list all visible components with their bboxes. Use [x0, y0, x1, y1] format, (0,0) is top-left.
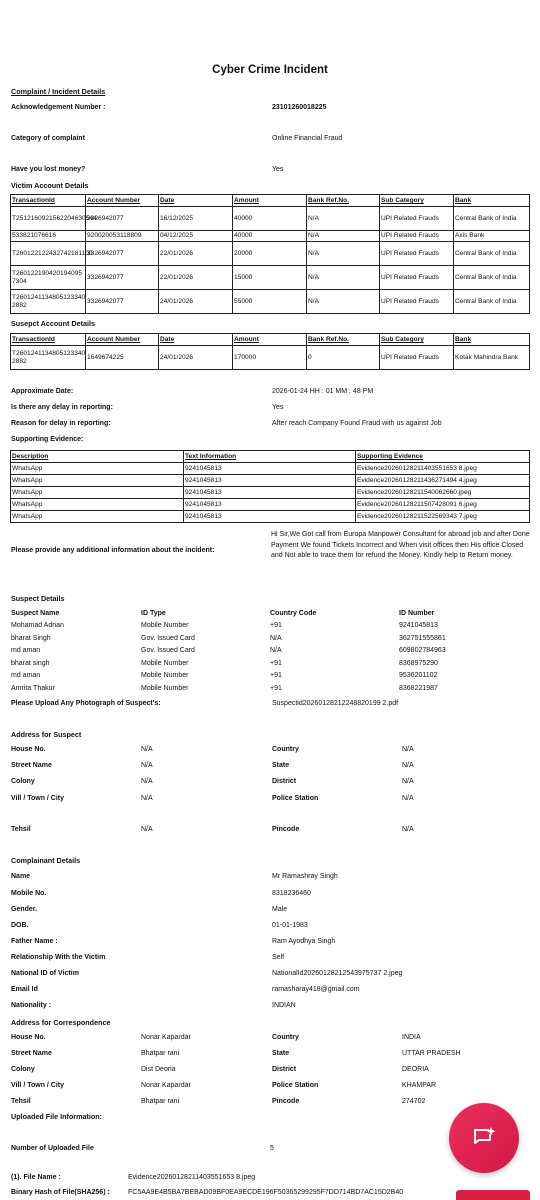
table-cell: Axis Bank	[454, 231, 530, 242]
table-cell: UPI Related Frauds	[380, 346, 454, 370]
column-header: ID Number	[399, 610, 435, 617]
field-label: Colony	[11, 1066, 35, 1073]
list-item-field: N/A	[270, 647, 282, 654]
column-header: TransactionId	[11, 195, 86, 207]
field-label: Police Station	[272, 795, 319, 802]
table-cell: N/A	[307, 266, 380, 290]
list-item-field: +91	[270, 622, 282, 629]
field-label: Name	[11, 873, 31, 880]
column-header: Date	[159, 334, 233, 346]
pincode-label: Pincode	[272, 826, 300, 833]
list-item-field: 362751555861	[399, 634, 446, 642]
list-item-field: +91	[270, 684, 282, 692]
table-cell: Evidence20260128211540062660.jpeg	[356, 487, 530, 499]
table-header-row	[11, 451, 530, 463]
table-cell: Kotak Mahindra Bank	[454, 346, 530, 370]
table-cell: 9241045813	[184, 475, 356, 487]
uploaded-count-value: 5	[270, 1145, 274, 1152]
list-item-field: Mobile Number	[141, 672, 189, 679]
table-cell: 1649674225	[86, 346, 159, 370]
list-item-field: Mobile Number	[141, 659, 189, 667]
table-cell: 40000	[233, 231, 307, 242]
section-suspect-address: Address for Suspect	[11, 730, 82, 739]
table-cell: UPI Related Frauds	[380, 242, 454, 266]
table-row	[11, 231, 530, 242]
field-value: N/A	[402, 762, 414, 769]
field-value: DEORIA	[402, 1066, 429, 1073]
field-label: Street Name	[11, 1050, 52, 1057]
table-cell: Central Bank of India	[454, 266, 530, 290]
table-cell: 24/01/2026	[159, 346, 233, 370]
field-value: N/A	[402, 795, 414, 802]
table-cell: T2601241134805123340 2882	[11, 346, 86, 370]
table-cell: 9241045813	[184, 463, 356, 475]
column-header: Description	[11, 451, 184, 463]
list-item-field: 609802784963	[399, 647, 446, 654]
field-value: 01-01-1983	[272, 922, 308, 929]
delay-reason-label: Reason for delay in reporting:	[11, 420, 111, 427]
list-item-field: Amrita Thakur	[11, 684, 55, 692]
table-cell: Evidence20260128211436271494 4.jpeg	[356, 475, 530, 487]
tehsil-value: N/A	[141, 826, 153, 833]
section-complainant: Complainant Details	[11, 856, 81, 865]
uploaded-count-label: Number of Uploaded File	[11, 1145, 94, 1152]
table-header-row	[11, 195, 530, 207]
table-row	[11, 511, 530, 523]
page-title: Cyber Crime Incident	[212, 64, 328, 76]
field-value: N/A	[141, 778, 153, 785]
field-value: N/A	[402, 746, 414, 753]
table-cell: WhatsApp	[11, 499, 184, 511]
table-row	[11, 475, 530, 487]
table-cell: UPI Related Frauds	[380, 290, 454, 314]
field-value: INDIAN	[272, 1002, 296, 1009]
delay-reason-value: After reach Company Found Fraud with us against Job	[272, 420, 442, 427]
table-cell: UPI Related Frauds	[380, 266, 454, 290]
table-row	[11, 463, 530, 475]
column-header: Bank Ref.No.	[307, 195, 380, 207]
table-cell: T2601241134805123340 2882	[11, 290, 86, 314]
category-label: Category of complaint	[11, 135, 85, 142]
column-header: Bank	[454, 195, 530, 207]
table-cell: N/A	[307, 231, 380, 242]
table-cell: N/A	[307, 207, 380, 231]
field-value: Self	[272, 954, 285, 961]
table-cell: 04/12/2025	[159, 231, 233, 242]
table-row	[11, 346, 530, 370]
list-item-field: md aman	[11, 647, 41, 654]
table-cell: N/A	[307, 242, 380, 266]
section-uploads: Uploaded File Information:	[11, 1112, 103, 1121]
sparkle-chat-icon	[471, 1125, 497, 1151]
field-label: House No.	[11, 1034, 46, 1041]
column-header: ID Type	[141, 610, 166, 617]
table-cell: T2512160921562204630544	[11, 207, 86, 231]
field-label: Mobile No.	[11, 890, 47, 897]
column-header: Bank Ref.No.	[307, 334, 380, 346]
additional-info-label: Please provide any additional information about the incident:	[11, 547, 215, 554]
table-row	[11, 207, 530, 231]
table-cell: Central Bank of India	[454, 242, 530, 266]
table-cell: 22/01/2026	[159, 242, 233, 266]
field-label: Police Station	[272, 1082, 319, 1089]
table-cell: WhatsApp	[11, 463, 184, 475]
table-cell: Evidence20260128211522569343 7.jpeg	[356, 511, 530, 523]
table-cell: UPI Related Frauds	[380, 207, 454, 231]
table-cell: T260122122432742181100	[11, 242, 86, 266]
field-label: DOB.	[11, 922, 29, 929]
field-label: Tehsil	[11, 1098, 31, 1105]
section-complaint-details: Complaint / Incident Details	[11, 87, 106, 96]
field-value: Nonar Kapardar	[141, 1082, 191, 1089]
table-row	[11, 266, 530, 290]
table-cell: T260122190420194095 7304	[11, 266, 86, 290]
list-item-field: Gov. Issued Card	[141, 647, 195, 654]
table-cell: WhatsApp	[11, 487, 184, 499]
table-cell: 170000	[233, 346, 307, 370]
table-cell: 9241045813	[184, 499, 356, 511]
field-value: N/A	[141, 795, 153, 802]
lost-money-value: Yes	[272, 166, 284, 173]
table-cell: 24/01/2026	[159, 290, 233, 314]
field-label: Father Name :	[11, 938, 58, 945]
column-header: Sub Category	[380, 334, 454, 346]
table-cell: N/A	[307, 290, 380, 314]
table-cell: 533821076616	[11, 231, 86, 242]
list-item-field: 9241045813	[399, 622, 438, 629]
column-header: Suspect Name	[11, 610, 60, 617]
field-label: Email Id	[11, 986, 38, 993]
field-label: Country	[272, 746, 299, 753]
list-item-field: Gov. Issued Card	[141, 634, 195, 642]
field-value: ramasharay418@gmail.com	[272, 986, 360, 993]
ack-number-value: 23101260018225	[272, 104, 327, 111]
field-value: Ram Ayodhya Singh	[272, 938, 336, 945]
table-row	[11, 499, 530, 511]
section-correspondence: Address for Correspondence	[11, 1018, 111, 1027]
table-cell: 20000	[233, 242, 307, 266]
field-label: National ID of Victim	[11, 970, 79, 977]
column-header: Supporting Evidence	[356, 451, 530, 463]
table-row	[11, 242, 530, 266]
table-cell: 9241045813	[184, 487, 356, 499]
field-value: Dist Deoria	[141, 1066, 176, 1073]
category-value: Online Financial Fraud	[272, 135, 343, 142]
file1-label: (1). File Name :	[11, 1174, 61, 1181]
supporting-evidence-label: Supporting Evidence:	[11, 436, 84, 443]
table-cell: Central Bank of India	[454, 207, 530, 231]
table-cell: 9241045813	[184, 511, 356, 523]
evidence-table	[10, 450, 530, 523]
delay-value: Yes	[272, 404, 284, 411]
table-cell: 3326942077	[86, 290, 159, 314]
table-row	[11, 290, 530, 314]
field-label: Country	[272, 1034, 299, 1041]
field-value: N/A	[141, 746, 153, 753]
field-label: Gender.	[11, 906, 38, 913]
table-cell: 3326942077	[86, 266, 159, 290]
table-cell: WhatsApp	[11, 475, 184, 487]
list-item-field: Mohamad Adnan	[11, 622, 64, 629]
victim-accounts-table	[10, 194, 530, 314]
field-label: Colony	[11, 778, 35, 785]
table-cell: WhatsApp	[11, 511, 184, 523]
field-label: Nationality :	[11, 1002, 52, 1009]
list-item-field: Mobile Number	[141, 622, 189, 629]
table-cell: 920020053118809	[86, 231, 159, 242]
table-cell: 3326942077	[86, 207, 159, 231]
additional-info-text: Hi Sir,We Got call from Europa Manpower Consultant for abroad job and after Done Payment We found Tickets Incorrect and When visit offices then His office Closed and Not able to trace them for refund the Money. Kindly help to Return money.	[271, 531, 530, 559]
field-value: Male	[272, 906, 288, 913]
approx-date-label: Approximate Date:	[11, 388, 74, 395]
column-header: Bank	[454, 334, 530, 346]
column-header: Country Code	[270, 610, 317, 617]
field-value: INDIA	[402, 1034, 421, 1041]
hash-value: FC5AA9E4B5BA7BEBAD09BF0EA9ECDE196F50365299295F7DD714BD7AC15D2B40	[128, 1189, 404, 1196]
suspect-accounts-table	[10, 333, 530, 370]
field-label: Pincode	[272, 1098, 300, 1105]
table-cell: 16/12/2025	[159, 207, 233, 231]
field-label: House No.	[11, 746, 46, 753]
table-row	[11, 487, 530, 499]
field-value: 274702	[402, 1098, 426, 1105]
file1-name: Evidence20260128211403551653 8.jpeg	[128, 1174, 256, 1181]
section-suspect-details: Suspect Details	[11, 594, 65, 603]
field-value: KHAMPAR	[402, 1082, 437, 1089]
field-value: 8318236460	[272, 890, 311, 897]
pincode-value: N/A	[402, 826, 414, 833]
section-suspect-accounts: Susepct Account Details	[11, 319, 96, 328]
field-label: District	[272, 778, 297, 785]
tehsil-label: Tehsil	[11, 826, 31, 833]
table-cell: Evidence20260128211507428091 6.jpeg	[356, 499, 530, 511]
field-label: State	[272, 1050, 290, 1057]
field-value: UTTAR PRADESH	[402, 1050, 461, 1057]
list-item-field: 8368975290	[399, 659, 438, 667]
column-header: Date	[159, 195, 233, 207]
field-value: Nonar Kapardar	[141, 1034, 191, 1041]
column-header: TransactionId	[11, 334, 86, 346]
list-item-field: 9536201102	[399, 672, 438, 679]
hash-label: Binary Hash of File(SHA256) :	[11, 1189, 110, 1196]
assistant-fab-button[interactable]	[449, 1103, 519, 1173]
table-cell: Central Bank of India	[454, 290, 530, 314]
field-label: Relationship With the Victim	[11, 954, 106, 961]
list-item-field: Mobile Number	[141, 684, 189, 692]
delay-label: Is there any delay in reporting:	[11, 404, 113, 411]
ack-number-label: Acknowledgement Number :	[11, 104, 106, 111]
lost-money-label: Have you lost money?	[11, 166, 86, 173]
approx-date-value: 2026-01-24 HH : 01 MM : 48 PM	[272, 388, 374, 395]
table-cell: UPI Related Frauds	[380, 231, 454, 242]
column-header: Sub Category	[380, 195, 454, 207]
table-cell: 22/01/2026	[159, 266, 233, 290]
list-item-field: bharat Singh	[11, 634, 51, 642]
table-cell: Evidence20260128211403551653 8.jpeg	[356, 463, 530, 475]
bottom-red-tab[interactable]	[456, 1190, 530, 1200]
suspect-photo-label: Please Upload Any Photograph of Suspect's:	[11, 700, 161, 707]
list-item-field: 8368221987	[399, 684, 438, 692]
column-header: Amount	[233, 334, 307, 346]
field-label: Street Name	[11, 762, 52, 769]
suspect-photo-file: Suspectid20260128212248820199 2.pdf	[272, 700, 399, 707]
table-header-row	[11, 334, 530, 346]
column-header: Account Number	[86, 334, 159, 346]
column-header: Amount	[233, 195, 307, 207]
table-cell: 15000	[233, 266, 307, 290]
field-value: Bhatpar rani	[141, 1098, 180, 1105]
list-item-field: +91	[270, 672, 282, 679]
field-label: District	[272, 1066, 297, 1073]
table-cell: 3326942077	[86, 242, 159, 266]
field-label: Vill / Town / City	[11, 795, 65, 802]
field-label: Vill / Town / City	[11, 1082, 65, 1089]
list-item-field: N/A	[270, 634, 282, 642]
list-item-field: +91	[270, 659, 282, 667]
field-label: State	[272, 762, 290, 769]
list-item-field: md aman	[11, 672, 41, 679]
column-header: Account Number	[86, 195, 159, 207]
list-item-field: bharat singh	[11, 659, 50, 667]
field-value: Mr Ramashray Singh	[272, 873, 338, 880]
table-cell: 0	[307, 346, 380, 370]
table-cell: 40000	[233, 207, 307, 231]
field-value: N/A	[402, 778, 414, 785]
field-value: N/A	[141, 762, 153, 769]
field-value: Bhatpar rani	[141, 1050, 180, 1057]
field-value: NationalId20260128212543975737 2.jpeg	[272, 970, 403, 977]
column-header: Text Information	[184, 451, 356, 463]
section-victim-accounts: Victim Account Details	[11, 181, 89, 190]
table-cell: 55000	[233, 290, 307, 314]
